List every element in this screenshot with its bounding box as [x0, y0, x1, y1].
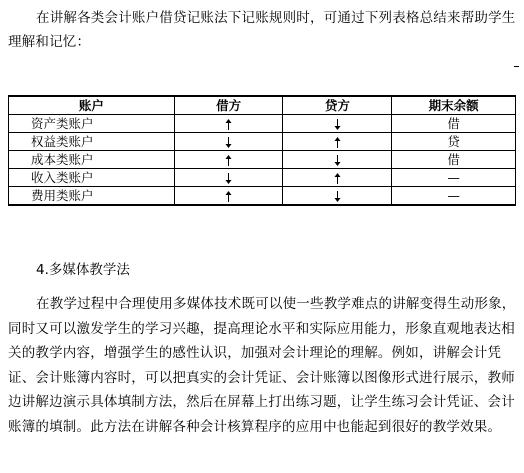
debit-cell	[174, 151, 283, 169]
section-heading: 4.多媒体教学法	[36, 262, 130, 278]
account-name: 成本类账户	[9, 151, 175, 169]
credit-cell	[283, 169, 392, 187]
arrow-down-icon	[334, 119, 341, 130]
arrow-down-icon	[334, 191, 341, 202]
table-row	[9, 187, 516, 206]
debit-cell	[174, 115, 283, 133]
table-header-row	[9, 96, 516, 115]
balance-cell: 贷	[392, 133, 516, 151]
header-credit: 贷方	[283, 96, 392, 115]
account-name: 权益类账户	[9, 133, 175, 151]
arrow-up-icon	[225, 155, 232, 166]
arrow-down-icon	[225, 137, 232, 148]
account-name: 收入类账户	[9, 169, 175, 187]
header-debit: 借方	[174, 96, 283, 115]
balance-cell: 借	[392, 115, 516, 133]
intro-paragraph: 在讲解各类会计账户借贷记账法下记账规则时，可通过下列表格总结来帮助学生理解和记忆：	[8, 10, 516, 50]
arrow-up-icon	[225, 191, 232, 202]
credit-cell	[283, 151, 392, 169]
account-name: 费用类账户	[9, 187, 175, 206]
credit-cell	[283, 187, 392, 206]
debit-cell	[174, 169, 283, 187]
table-row	[9, 151, 516, 169]
balance-cell: —	[392, 169, 516, 187]
table-row	[9, 115, 516, 133]
balance-cell: 借	[392, 151, 516, 169]
credit-cell	[283, 133, 392, 151]
header-balance: 期末余额	[392, 96, 516, 115]
table-row	[9, 133, 516, 151]
debit-cell	[174, 133, 283, 151]
arrow-down-icon	[334, 155, 341, 166]
header-account: 账户	[9, 96, 175, 115]
table-row	[9, 169, 516, 187]
arrow-up-icon	[225, 119, 232, 130]
balance-cell: —	[392, 187, 516, 206]
section-body-paragraph: 在教学过程中合理使用多媒体技术既可以使一些教学难点的讲解变得生动形象，同时又可以激发学生的学习兴趣，提高理论水平和实际应用能力，形象直观地表达相关的教学内容，增强学生的感性认识，加强对会计理论的理解。例如，讲解会计凭证、会计账簿内容时，可以把真实的会计凭证、会计账簿以图像形式进行展示，教师边讲解边演示具体填制方法，然后在屏幕上打出练习题，让学生练习会计凭证、会计账簿的填制。此方法在讲解各种会计核算程序的应用中也能起到很好的教学效果。	[8, 296, 516, 435]
account-name: 资产类账户	[9, 115, 175, 133]
debit-cell	[174, 187, 283, 206]
accounting-rules-table	[8, 95, 516, 206]
margin-mark	[514, 66, 519, 67]
arrow-up-icon	[334, 137, 341, 148]
arrow-up-icon	[334, 173, 341, 184]
credit-cell	[283, 115, 392, 133]
arrow-down-icon	[225, 173, 232, 184]
